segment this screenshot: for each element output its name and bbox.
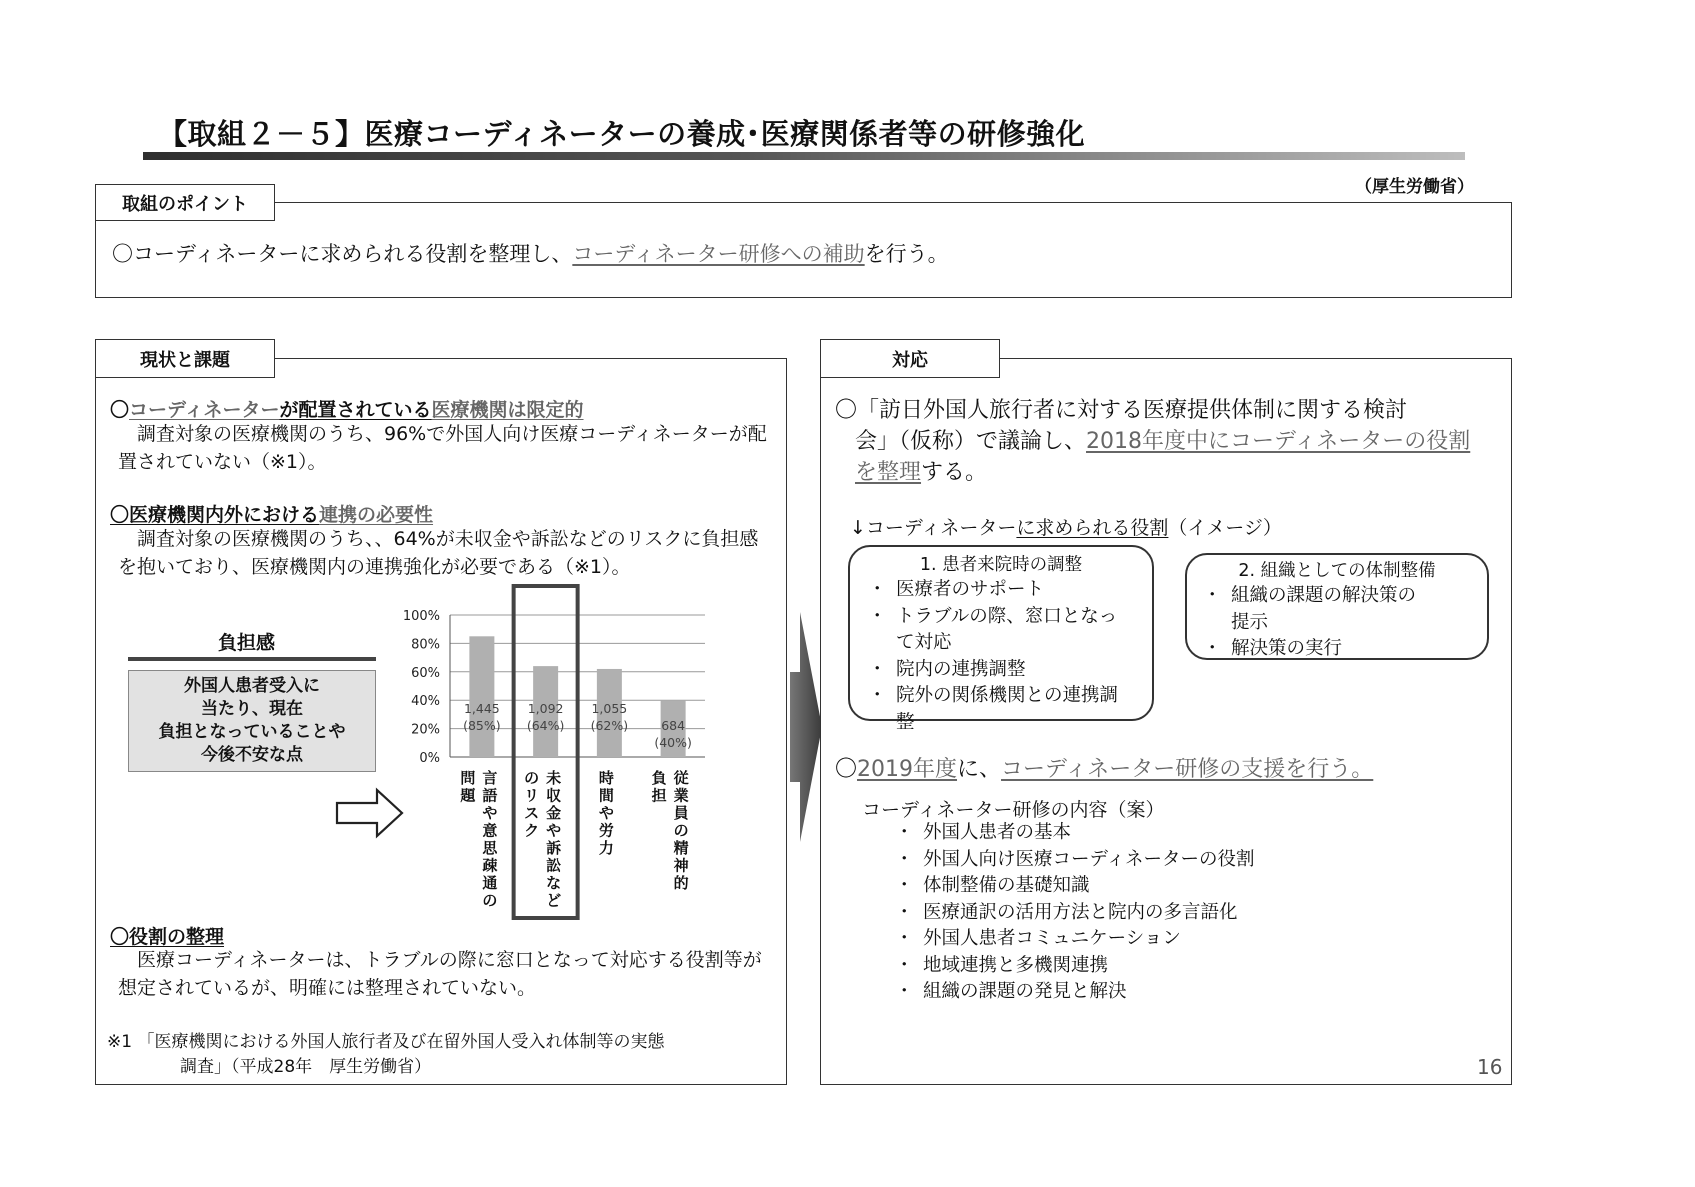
- role-box-2-item: ・ 解決策の実行: [1203, 636, 1433, 663]
- point-tab: 取組のポイント: [95, 184, 275, 221]
- role-box-2-item: ・ 組織の課題の解決策の提示: [1203, 583, 1433, 636]
- chart-category-label-char: 的: [673, 874, 689, 892]
- title-underline-bar: [143, 152, 1465, 160]
- support-heading-particle: に、: [957, 757, 1002, 782]
- chart-category-label-char: 語: [482, 786, 498, 805]
- flow-arrow-icon: [784, 612, 824, 842]
- chart-category-label-char: の: [482, 891, 498, 910]
- training-item: ・ 外国人向け医療コーディネーターの役割: [895, 847, 1455, 874]
- chart-category-label-char: 題: [460, 786, 476, 805]
- chart-ytick-label: 60%: [411, 665, 440, 681]
- roles-heading-c: （イメージ）: [1168, 517, 1282, 539]
- point-text-suffix: を行う。: [864, 242, 949, 266]
- chart-category-label-char: 金: [546, 804, 562, 822]
- chart-category-label-char: 思: [482, 839, 498, 857]
- issue2-heading: [110, 500, 433, 527]
- support-heading-training: コーディネーター研修の支援を行う。: [1001, 757, 1374, 782]
- role-box-1-item: ・ 医療者のサポート: [868, 577, 1118, 604]
- chart-category-label-char: 問: [460, 769, 476, 787]
- footnote-line-2: 調査」（平成28年 厚生労働省）: [180, 1057, 432, 1077]
- training-item: ・ 外国人患者コミュニケーション: [895, 926, 1455, 953]
- chart-data-label-count: 1,055: [591, 701, 628, 716]
- chart-category-label-char: 意: [482, 821, 498, 840]
- chart-ytick-label: 20%: [411, 722, 440, 738]
- burden-line-2: 当たり、現在: [201, 699, 303, 719]
- chart-category-label-char: 訟: [546, 856, 562, 875]
- chart-category-label-char: リ: [524, 786, 540, 805]
- chart-category-label-char: 時: [598, 769, 614, 787]
- training-item: ・ 体制整備の基礎知識: [895, 873, 1455, 900]
- burden-description-box: [128, 670, 376, 772]
- response-intro-line-3: [835, 457, 1500, 488]
- chart-category-label-char: 間: [598, 786, 614, 805]
- response-intro-line-2: [835, 426, 1500, 457]
- issue1-heading-coordinator: コーディネーター: [129, 399, 280, 421]
- role-box-2-title: 2. 組織としての体制整備: [1238, 561, 1436, 581]
- chart-category-label-char: 業: [673, 786, 689, 805]
- issue1-heading-mark: 〇: [110, 399, 130, 421]
- chart-category-label-char: ス: [524, 804, 540, 822]
- training-list: [895, 820, 1455, 1006]
- chart-category-label-char: 未: [546, 769, 562, 787]
- issue1-heading-limited: 医療機関は限定的: [431, 399, 584, 421]
- response-intro-line-3b: する。: [921, 460, 988, 485]
- role-box-2-list: [1203, 583, 1433, 663]
- training-item: ・ 医療通訳の活用方法と院内の多言語化: [895, 900, 1455, 927]
- chart-data-label-pct: (62%): [590, 718, 629, 733]
- chart-category-label-char: や: [546, 821, 562, 840]
- burden-title: 負担感: [218, 632, 276, 654]
- chart-data-label-pct: (64%): [526, 718, 565, 733]
- chart-category-label-char: や: [598, 804, 614, 822]
- response-intro-organize: を整理: [855, 460, 922, 485]
- issue2-body: 調査対象の医療機関のうち、、64%が未収金や訴訟などのリスクに負担感を抱いており、医療機関内の連携強化が必要である（※1）。: [118, 528, 759, 578]
- chart-ytick-label: 0%: [419, 751, 440, 766]
- role-box-1-item: ・ 院外の関係機関との連携調整: [868, 683, 1118, 736]
- ministry-label: （厚生労働省）: [1355, 177, 1474, 197]
- point-text-prefix: 〇コーディネーターに求められる役割を整理し、: [112, 242, 573, 266]
- support-heading-2019: 2019年度: [857, 757, 958, 782]
- response-intro-line-1: 〇「訪日外国人旅行者に対する医療提供体制に関する検討: [835, 398, 1408, 423]
- role-box-1-item: ・ 院内の連携調整: [868, 657, 1118, 684]
- chart-category-label-char: 員: [673, 804, 689, 822]
- chart-category-label-char: 訴: [546, 839, 562, 857]
- training-title: コーディネーター研修の内容（案）: [862, 799, 1165, 821]
- page-title: 【取組２－５】医療コーディネーターの養成･医療関係者等の研修強化: [158, 117, 1086, 151]
- chart-category-label-char: ど: [546, 891, 562, 910]
- roles-heading-a: ↓コーディネーター: [850, 517, 1017, 539]
- response-intro-line-2a: 会」（仮称）で議論し、: [855, 429, 1087, 454]
- chart-category-label-char: 収: [546, 786, 562, 805]
- issue1-heading: [110, 395, 584, 422]
- chart-category-label-char: 担: [651, 786, 667, 805]
- issue1-body: 調査対象の医療機関のうち、96%で外国人向け医療コーディネーターが配置されていない（※1）。: [118, 423, 767, 473]
- chart-category-label-char: の: [673, 821, 689, 840]
- chart-ytick-label: 100%: [402, 609, 440, 624]
- chart-category-label-char: の: [524, 769, 540, 787]
- chart-category-label-char: 神: [673, 856, 689, 875]
- chart-category-label-char: 通: [482, 874, 498, 892]
- issue3-heading: [110, 922, 224, 949]
- chart-data-label-pct: (40%): [654, 735, 692, 751]
- training-item: ・ 組織の課題の発見と解決: [895, 979, 1455, 1006]
- issue2-heading-main: 〇医療機関内外における: [110, 504, 320, 526]
- chart-category-label-char: 負: [651, 769, 667, 787]
- burden-line-4: 今後不安な点: [201, 745, 303, 765]
- burden-title-rule: [128, 657, 376, 661]
- chart-data-label-count: 1,092: [527, 701, 564, 716]
- burden-line-1: 外国人患者受入に: [184, 676, 320, 696]
- chart-category-label-char: や: [482, 804, 498, 822]
- chart-data-label-pct: (85%): [463, 718, 501, 733]
- training-item: ・ 地域連携と多機関連携: [895, 953, 1455, 980]
- chart-category-label-char: 精: [673, 839, 689, 857]
- issue3-heading-text: 〇役割の整理: [110, 926, 225, 948]
- chart-category-label-char: 従: [673, 769, 689, 787]
- burden-bar-chart: [395, 580, 720, 925]
- issue3-body: 医療コーディネーターは、トラブルの際に窓口となって対応する役割等が想定されているが、明確には整理されていない。: [118, 949, 762, 999]
- response-tab: 対応: [820, 339, 1000, 378]
- support-heading: [835, 752, 1373, 783]
- role-box-patient-visit: [848, 545, 1154, 733]
- issue1-heading-middle: が配置されている: [279, 399, 432, 421]
- chart-category-label-char: 疎: [482, 856, 498, 875]
- issue2-heading-need: 連携の必要性: [319, 504, 434, 526]
- page-number: 16: [1477, 1055, 1503, 1079]
- training-item: ・ 外国人患者の基本: [895, 820, 1455, 847]
- roles-heading-b: に求められる役割: [1016, 517, 1169, 539]
- role-box-1-list: [868, 577, 1118, 736]
- chart-category-label-char: 労: [598, 821, 614, 840]
- response-intro-2018: 2018年度中にコーディネーターの役割: [1086, 429, 1471, 454]
- chart-data-label-count: 1,445: [463, 701, 500, 716]
- response-intro: [835, 395, 1500, 488]
- chart-category-label-char: 言: [482, 769, 498, 787]
- roles-heading: [850, 513, 1282, 540]
- role-box-1-item: ・ トラブルの際、窓口となって対応: [868, 604, 1118, 657]
- chart-ytick-label: 80%: [411, 637, 440, 653]
- role-box-1-title: 1. 患者来院時の調整: [919, 555, 1083, 575]
- current-issues-tab: 現状と課題: [95, 339, 275, 378]
- chart-category-label-char: ク: [524, 821, 540, 840]
- chart-data-label-count: 684: [661, 718, 686, 734]
- point-text-link: コーディネーター研修への補助: [572, 242, 865, 266]
- chart-category-label-char: な: [546, 874, 562, 892]
- footnote-line-1: ※1 「医療機関における外国人旅行者及び在留外国人受入れ体制等の実態: [107, 1032, 665, 1052]
- chart-bar: [469, 636, 494, 757]
- chart-category-label-char: 力: [598, 839, 614, 857]
- point-text: [112, 240, 949, 268]
- support-heading-mark: 〇: [835, 757, 858, 782]
- role-box-organization: [1185, 553, 1489, 660]
- chart-ytick-label: 40%: [411, 694, 440, 710]
- burden-line-3: 負担となっていることや: [158, 722, 346, 742]
